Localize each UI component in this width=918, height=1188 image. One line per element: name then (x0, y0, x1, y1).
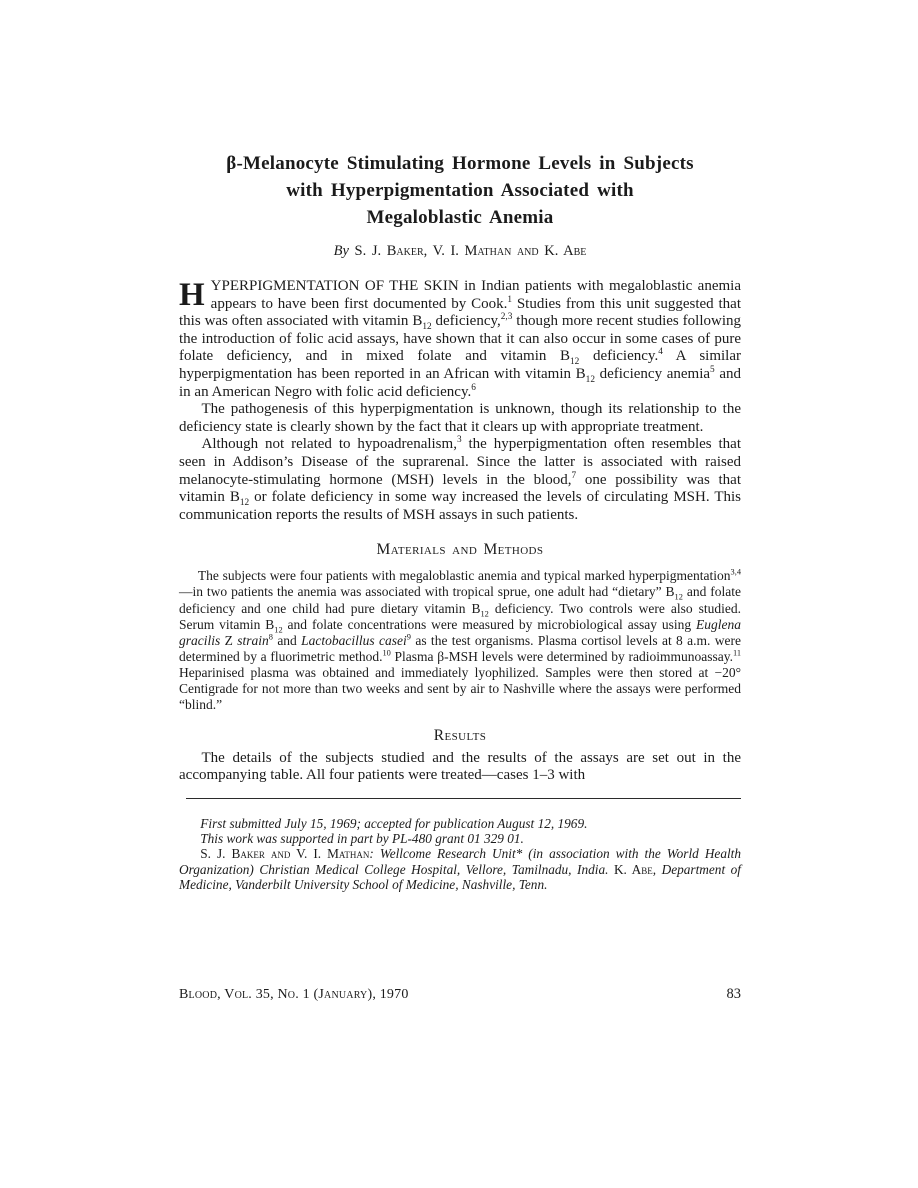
title-line-1: β-Melanocyte Stimulating Hormone Levels in Subjects (226, 153, 694, 174)
dropcap: H (179, 277, 205, 313)
title-line-2: with Hyperpigmentation Associated with (286, 180, 634, 201)
paper-title (179, 150, 741, 231)
footnote-divider-rule (186, 798, 741, 799)
footnotes-block (179, 816, 741, 892)
footnote-affiliations: S. J. Baker and V. I. Mathan: Wellcome Research Unit* (in association with the World Health Organization) Christian Medical College Hospital, Vellore, Tamilnadu, India. K. Abe, Department of Medicine, Vanderbilt University School of Medicine, Nashville, Tenn. (179, 846, 742, 893)
page-content (179, 150, 741, 892)
byline: By S. J. Baker, V. I. Mathan and K. Abe (333, 243, 587, 259)
heading-results: Results (433, 726, 487, 744)
heading-materials-and-methods: Materials and Methods (376, 541, 544, 559)
results-paragraph: The details of the subjects studied and the results of the assays are set out in the accompanying table. All four patients were treated—cases 1–3 with (179, 749, 741, 784)
page-footer (179, 986, 741, 1003)
methods-paragraph: The subjects were four patients with megaloblastic anemia and typical marked hyperpigmentation$^{3,4}$—in two patients the anemia was associated with tropical sprue, one adult had “dietary” $B_{12}$ and folate deficiency and one child had pure dietary vitamin $B_{12}$ deficiency. Two controls were also studied. Serum vitamin $B_{12}$ and folate concentrations were measured by microbiological assay using Euglena gracilis Z strain$^8$ and Lactobacillus casei$^9$ as the test organisms. Plasma cortisol levels at 8 a.m. were determined by a fluorimetric method.$^{10}$ Plasma β-MSH levels were determined by radioimmunoassay.$^{11}$ Heparinised plasma was obtained and immediately lyophilized. Samples were then stored at −20° Centigrade for not more than two weeks and sent by air to Nashville where the assays were performed “blind.” (179, 567, 742, 713)
intro-paragraph-2: The pathogenesis of this hyperpigmentation is unknown, though its relationship to the deficiency state is clearly shown by the fact that it clears up with appropriate treatment. (179, 401, 741, 435)
intro-paragraph-1 (179, 278, 741, 401)
page-number: 83 (726, 986, 741, 1002)
journal-citation: Blood, Vol. 35, No. 1 (January), 1970 (179, 987, 409, 1002)
footnote-submission: First submitted July 15, 1969; accepted for publication August 12, 1969. (200, 815, 588, 831)
footnote-support: This work was supported in part by PL-480 grant 01 329 01. (200, 831, 524, 847)
intro-paragraph-3: Although not related to hypoadrenalism,$^3$ the hyperpigmentation often resembles that seen in Addison’s Disease of the suprarenal. Since the latter is associated with raised melanocyte-stimulating hormone (MSH) levels in the blood,$^7$ one possibility was that vitamin $B_{12}$ or folate deficiency in some way increased the levels of circulating MSH. This communication reports the results of MSH assays in such patients. (179, 435, 742, 523)
title-line-3: Megaloblastic Anemia (366, 207, 554, 228)
intro-paragraph-1-text: YPERPIGMENTATION OF THE SKIN in Indian patients with megaloblastic anemia appears to have been first documented by Cook.$^1$ Studies from this unit suggested that this was often associated with vitamin $B_{12}$ deficiency,$^{2,3}$ though more recent studies following the introduction of folic acid assays, have shown that it can also occur in some cases of pure folate deficiency, and in mixed folate and vitamin $B_{12}$ deficiency.$^4$ A similar hyperpigmentation has been reported in an African with vitamin $B_{12}$ deficiency anemia$^5$ and in an American Negro with folic acid deficiency.$^6$ (179, 278, 741, 400)
